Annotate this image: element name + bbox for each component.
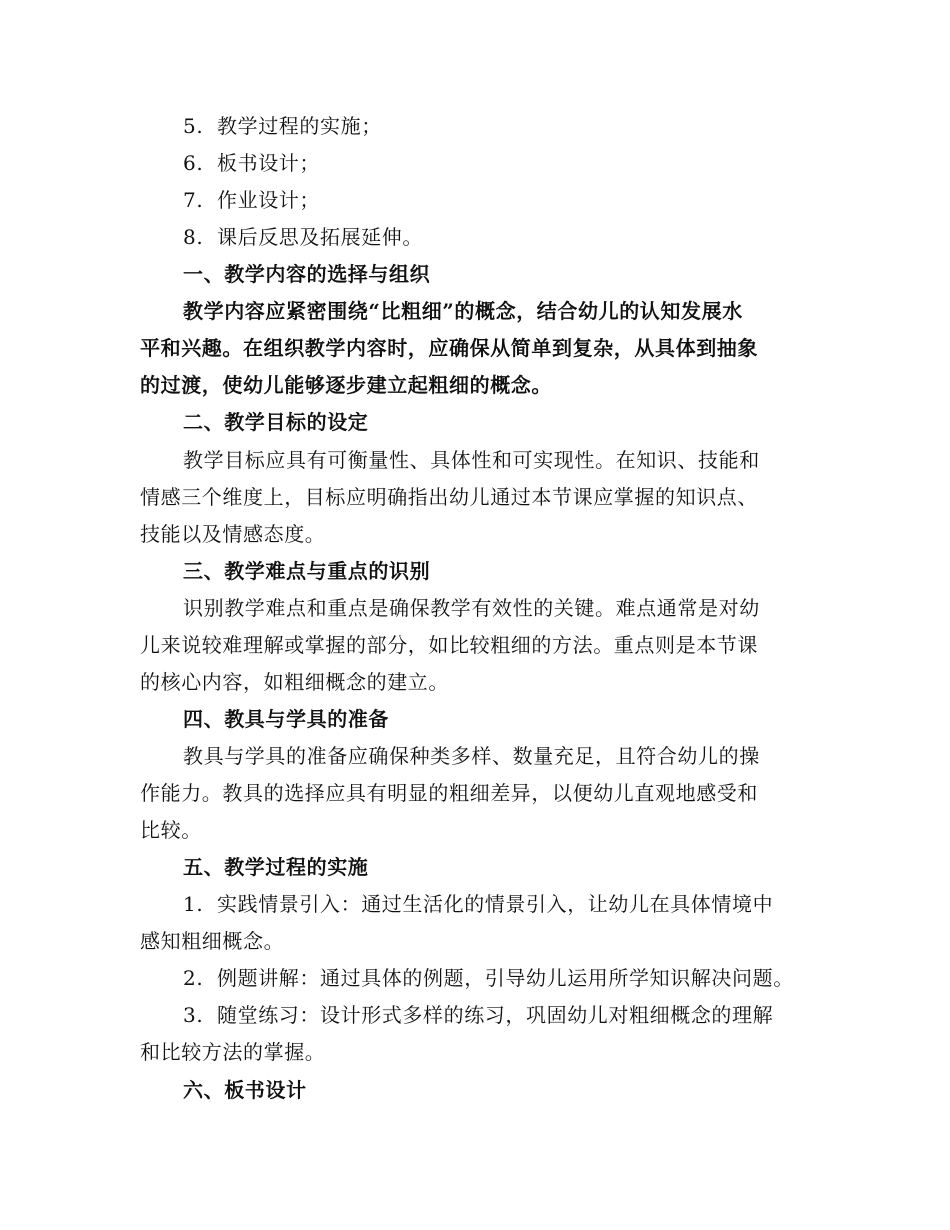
paragraph-line: 的核心内容，如粗细概念的建立。 (140, 670, 449, 694)
list-item: 6. 板书设计； (183, 151, 320, 175)
list-item: 5. 教学过程的实施； (183, 114, 382, 138)
paragraph-line: 识别教学难点和重点是确保教学有效性的关键。难点通常是对幼 (183, 596, 760, 620)
paragraph-line: 比较。 (140, 818, 202, 842)
paragraph-line: 感知粗细概念。 (140, 929, 285, 953)
paragraph-line: 的过渡，使幼儿能够逐步建立起粗细的概念。 (140, 373, 552, 397)
list-item: 3. 随堂练习：设计形式多样的练习，巩固幼儿对粗细概念的理解 (183, 1003, 774, 1027)
section-heading: 六、板书设计 (183, 1078, 307, 1102)
list-item: 7. 作业设计； (183, 188, 320, 212)
list-item: 8. 课后反思及拓展延伸。 (183, 225, 423, 249)
section-heading: 三、教学难点与重点的识别 (183, 559, 431, 583)
paragraph-line: 情感三个维度上，目标应明确指出幼儿通过本节课应掌握的知识点、 (140, 485, 758, 509)
paragraph-line: 教学内容应紧密围绕“比粗细”的概念，结合幼儿的认知发展水 (183, 299, 743, 323)
section-heading: 四、教具与学具的准备 (183, 707, 389, 731)
paragraph-line: 教具与学具的准备应确保种类多样、数量充足，且符合幼儿的操 (183, 744, 760, 768)
list-item: 1. 实践情景引入：通过生活化的情景引入，让幼儿在具体情境中 (183, 892, 774, 916)
paragraph-line: 平和兴趣。在组织教学内容时，应确保从简单到复杂，从具体到抽象 (140, 336, 758, 360)
section-heading: 五、教学过程的实施 (183, 855, 369, 879)
list-item: 2. 例题讲解：通过具体的例题，引导幼儿运用所学知识解决问题。 (183, 966, 794, 990)
section-heading: 一、教学内容的选择与组织 (183, 262, 431, 286)
paragraph-line: 儿来说较难理解或掌握的部分，如比较粗细的方法。重点则是本节课 (140, 633, 758, 657)
paragraph-line: 技能以及情感态度。 (140, 522, 326, 546)
paragraph-line: 作能力。教具的选择应具有明显的粗细差异，以便幼儿直观地感受和 (140, 781, 758, 805)
paragraph-line: 和比较方法的掌握。 (140, 1040, 326, 1064)
paragraph-line: 教学目标应具有可衡量性、具体性和可实现性。在知识、技能和 (183, 448, 760, 472)
section-heading: 二、教学目标的设定 (183, 410, 369, 434)
